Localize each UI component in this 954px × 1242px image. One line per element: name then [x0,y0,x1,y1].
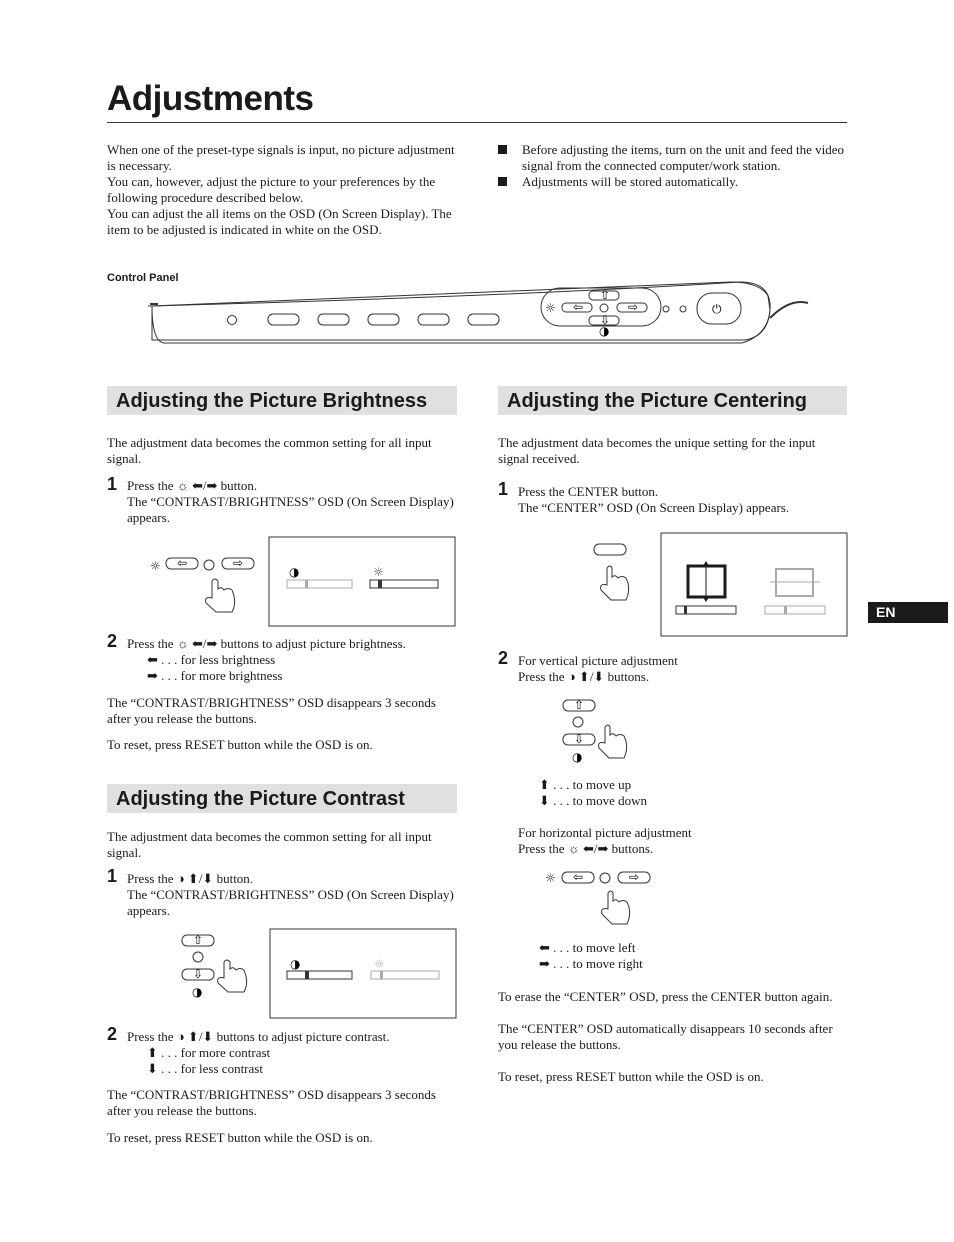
svg-text:⇧: ⇧ [193,933,204,947]
contrast-more: ⬆ . . . for more contrast [147,1045,271,1060]
brightness-less: ⬅ . . . for less brightness [147,652,276,667]
centering-step1-number: 1 [498,479,509,499]
svg-text:⇧: ⇧ [574,698,585,712]
svg-text:⇦: ⇦ [573,870,584,884]
page-title: Adjustments [107,79,314,118]
svg-text:⇩: ⇩ [600,313,611,327]
intro-line-2: You can, however, adjust the picture to your preferences by the following procedure described below. [107,174,436,205]
svg-text:☼: ☼ [373,565,384,579]
svg-text:☼: ☼ [545,301,556,315]
brightness-step1-instruction: Press the ☼ ⬅/➡ button. [127,478,258,493]
svg-text:⇦: ⇦ [177,556,188,570]
svg-text:⇩: ⇩ [193,967,204,981]
brightness-note-2: To reset, press RESET button while the OSD is on. [107,737,373,752]
svg-text:⇨: ⇨ [233,556,244,570]
contrast-step2-number: 2 [107,1024,118,1044]
svg-text:☼: ☼ [150,559,161,573]
centering-step1-result: The “CENTER” OSD (On Screen Display) appears. [518,500,790,515]
brightness-intro: The adjustment data becomes the common setting for all input signal. [107,435,432,466]
centering-step2-number: 2 [498,648,509,668]
centering-heading: Adjusting the Picture Centering [498,386,847,415]
centering-intro: The adjustment data becomes the unique setting for the input signal received. [498,435,816,466]
svg-text:◑: ◑ [599,324,610,338]
centering-note-3: To reset, press RESET button while the OSD is on. [498,1069,764,1084]
centering-move-right: ➡ . . . to move right [539,956,643,971]
brightness-more: ➡ . . . for more brightness [147,668,283,683]
centering-vertical-instruction: Press the ◑ ⬆/⬇ buttons. [518,669,650,684]
centering-move-up: ⬆ . . . to move up [539,777,632,792]
brightness-step1-result: The “CONTRAST/BRIGHTNESS” OSD (On Screen Display) appears. [127,494,454,525]
contrast-step2-instruction: Press the ◑ ⬆/⬇ buttons to adjust picture contrast. [127,1029,390,1044]
svg-text:⇨: ⇨ [629,870,640,884]
contrast-less: ⬇ . . . for less contrast [147,1061,263,1076]
centering-vertical-label: For vertical picture adjustment [518,653,678,668]
contrast-step1-instruction: Press the ◑ ⬆/⬇ button. [127,871,254,886]
brightness-note-1: The “CONTRAST/BRIGHTNESS” OSD disappears 3 seconds after you release the buttons. [107,695,436,726]
centering-note-1: To erase the “CENTER” OSD, press the CENTER button again. [498,989,833,1004]
intro-line-1: When one of the preset-type signals is input, no picture adjustment is necessary. [107,142,455,173]
svg-text:⇧: ⇧ [600,288,611,302]
svg-text:☼: ☼ [374,957,385,971]
centering-move-down: ⬇ . . . to move down [539,793,648,808]
svg-text:◑: ◑ [192,985,203,999]
svg-text:⇨: ⇨ [628,300,639,314]
svg-text:☼: ☼ [545,871,556,885]
contrast-note-1: The “CONTRAST/BRIGHTNESS” OSD disappears 3 seconds after you release the buttons. [107,1087,436,1118]
svg-text:⇩: ⇩ [574,732,585,746]
svg-text:◑: ◑ [572,750,583,764]
centering-horizontal-label: For horizontal picture adjustment [518,825,692,840]
centering-horizontal-instruction: Press the ☼ ⬅/➡ buttons. [518,841,654,856]
language-tab: EN [868,602,948,623]
svg-text:◑: ◑ [290,957,301,971]
bullet-item: Adjustments will be stored automatically. [498,174,848,190]
contrast-step1-result: The “CONTRAST/BRIGHTNESS” OSD (On Screen Display) appears. [127,887,454,918]
centering-step1-instruction: Press the CENTER button. [518,484,659,499]
svg-text:⏻: ⏻ [712,302,722,316]
brightness-step1-number: 1 [107,474,118,494]
brightness-step2-instruction: Press the ☼ ⬅/➡ buttons to adjust picture brightness. [127,636,406,651]
centering-move-left: ⬅ . . . to move left [539,940,636,955]
brightness-step2-number: 2 [107,631,118,651]
brightness-heading: Adjusting the Picture Brightness [107,386,457,415]
contrast-heading: Adjusting the Picture Contrast [107,784,457,813]
control-panel-label: Control Panel [107,272,179,284]
contrast-step1-number: 1 [107,866,118,886]
centering-note-2: The “CENTER” OSD automatically disappears 10 seconds after you release the buttons. [498,1021,833,1052]
svg-text:◑: ◑ [289,565,300,579]
svg-text:⇦: ⇦ [573,300,584,314]
contrast-intro: The adjustment data becomes the common setting for all input signal. [107,829,432,860]
bullet-item: Before adjusting the items, turn on the unit and feed the video signal from the connected computer/work station. [498,142,848,174]
contrast-note-2: To reset, press RESET button while the OSD is on. [107,1130,373,1145]
intro-line-3: You can adjust the all items on the OSD (On Screen Display). The item to be adjusted is indicated in white on the OSD. [107,206,452,237]
